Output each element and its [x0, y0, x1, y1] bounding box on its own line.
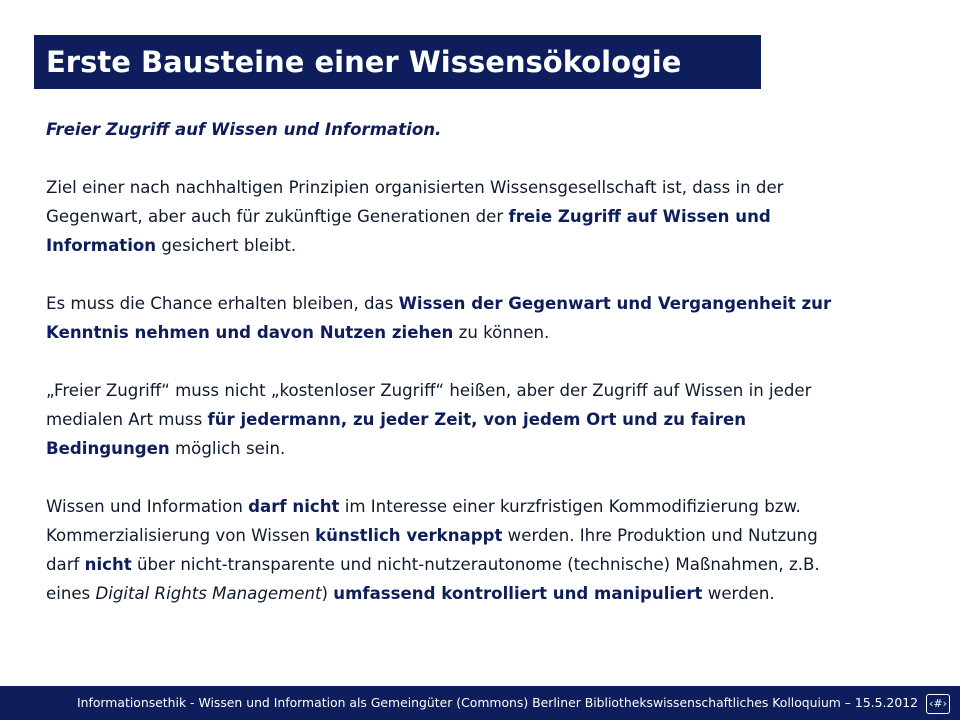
p4-bold-2: künstlich verknappt	[315, 526, 503, 545]
p4-bold-4: umfassend kontrolliert und manipuliert	[333, 584, 703, 603]
slide-body	[46, 115, 836, 637]
p4-bold-3: nicht	[84, 555, 132, 574]
p3-bold-1: für jedermann, zu jeder Zeit, von jedem Ort und zu fairen Bedingungen	[46, 410, 747, 458]
p1-text-1: Ziel einer nach nachhaltigen Prinzipien organisierten Wissensgesellschaft ist, dass in der Gegenwart, aber auch für zukünftige Generationen der	[46, 178, 784, 226]
page-number: ‹#›	[926, 694, 950, 714]
paragraph-1	[46, 173, 836, 260]
p1-bold-1: freie Zugriff auf Wissen und Information	[46, 207, 771, 255]
p2-bold-1: Wissen der Gegenwart und Vergangenheit zur Kenntnis nehmen und davon Nutzen ziehen	[46, 294, 832, 342]
paragraph-2	[46, 289, 836, 347]
paragraph-4	[46, 492, 836, 608]
p2-text-2: zu können.	[453, 323, 550, 342]
lead-text: Freier Zugriff auf Wissen und Information.	[46, 120, 442, 139]
lead-line	[46, 115, 836, 144]
p4-bold-1: darf nicht	[248, 497, 340, 516]
p3-text-2: möglich sein.	[169, 439, 286, 458]
paragraph-3	[46, 376, 836, 463]
p4-text-3: werden. Ihre Produktion und Nutzung darf	[46, 526, 818, 574]
p1-text-2: gesichert bleibt.	[156, 236, 297, 255]
p4-text-2: im Interesse einer kurzfristigen Kommodifizierung bzw. Kommerzialisierung von Wissen	[46, 497, 801, 545]
slide-footer	[0, 686, 960, 720]
p2-text-1: Es muss die Chance erhalten bleiben, das	[46, 294, 399, 313]
p4-italic-1: Digital Rights Management	[95, 584, 322, 603]
p4-text-5: )	[321, 584, 334, 603]
footer-text: Informationsethik - Wissen und Information als Gemeingüter (Commons) Berliner Bibliothekswissenschaftliches Kolloquium – 15.5.2012	[76, 695, 918, 710]
p4-text-4: über nicht-transparente und nicht-nutzerautonome (technische) Maßnahmen, z.B. eines	[46, 555, 820, 603]
p4-text-6: werden.	[702, 584, 775, 603]
slide-title: Erste Bausteine einer Wissensökologie	[34, 35, 761, 89]
p4-text-1: Wissen und Information	[46, 497, 249, 516]
p3-text-1: „Freier Zugriff“ muss nicht „kostenloser Zugriff“ heißen, aber der Zugriff auf Wissen in jeder medialen Art muss	[46, 381, 812, 429]
